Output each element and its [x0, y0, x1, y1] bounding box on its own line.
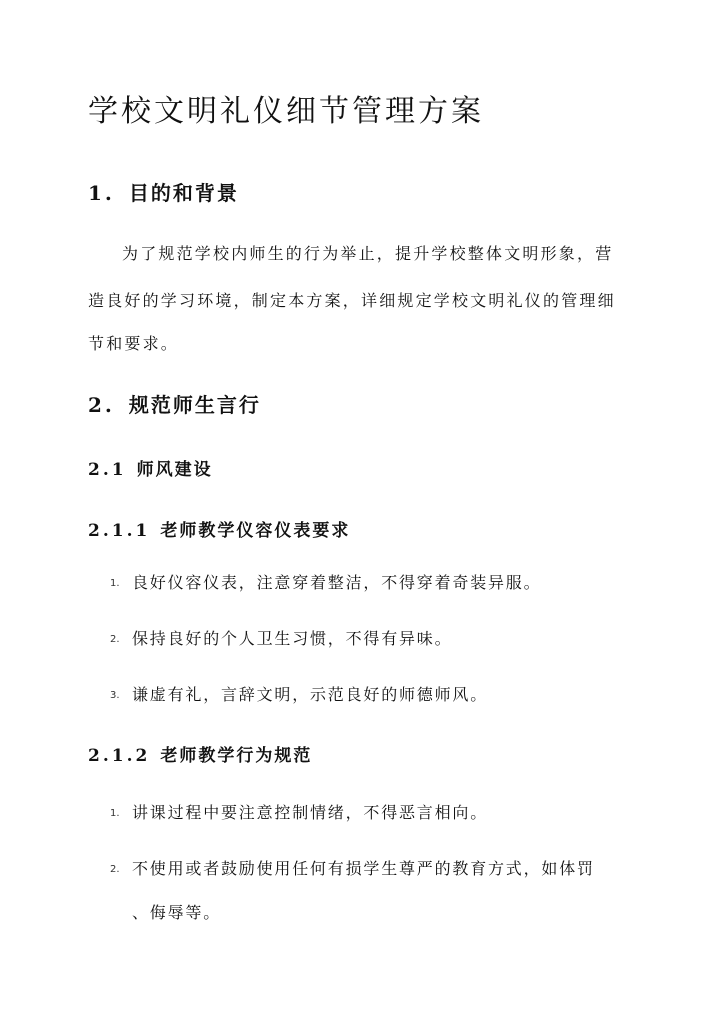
paragraph-line-1: 为了规范学校内师生的行为举止，提升学校整体文明形象，营 — [122, 244, 614, 263]
subsection-2-1-number: 2.1 — [88, 460, 127, 480]
list-item: 不使用或者鼓励使用任何有损学生尊严的教育方式，如体罚 — [132, 859, 595, 878]
subsection-2-1-1-number: 2.1.1 — [88, 521, 151, 541]
section-2-heading — [88, 389, 261, 418]
list-item: 保持良好的个人卫生习惯，不得有异味。 — [132, 629, 453, 648]
paragraph-line-3: 节和要求。 — [88, 334, 180, 353]
subsection-2-1-title: 师风建设 — [136, 460, 213, 480]
paragraph-line-2: 造良好的学习环境，制定本方案，详细规定学校文明礼仪的管理细 — [88, 291, 616, 310]
list-item: 良好仪容仪表，注意穿着整洁，不得穿着奇装异服。 — [132, 573, 542, 592]
list-item: 谦虚有礼，言辞文明，示范良好的师德师风。 — [132, 685, 489, 704]
subsection-2-1-1-title: 老师教学仪容仪表要求 — [160, 521, 351, 541]
section-1-heading — [88, 177, 239, 206]
list-marker: 3. — [110, 690, 120, 701]
subsection-2-1-1-heading — [88, 516, 350, 541]
subsection-2-1-2-title: 老师教学行为规范 — [160, 746, 313, 766]
section-1-title: 目的和背景 — [128, 181, 239, 205]
list-item-continuation: 、侮辱等。 — [132, 903, 222, 922]
list-marker: 2. — [110, 864, 120, 875]
section-1-number: 1. — [88, 181, 115, 205]
list-marker: 1. — [110, 578, 120, 589]
section-2-number: 2. — [88, 393, 115, 417]
section-2-title: 规范师生言行 — [128, 393, 261, 417]
subsection-2-1-2-heading — [88, 741, 312, 766]
list-item: 讲课过程中要注意控制情绪，不得恶言相向。 — [132, 803, 489, 822]
list-marker: 1. — [110, 808, 120, 819]
document-title: 学校文明礼仪细节管理方案 — [88, 94, 484, 129]
list-marker: 2. — [110, 634, 120, 645]
subsection-2-1-2-number: 2.1.2 — [88, 746, 151, 766]
subsection-2-1-heading — [88, 455, 213, 480]
